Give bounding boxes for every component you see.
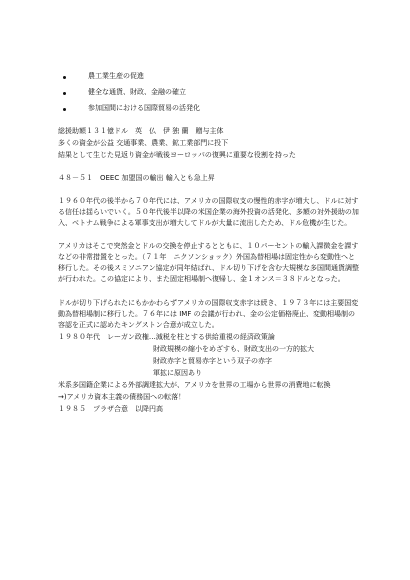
bullet-marker <box>63 92 66 95</box>
closing-line: →)アメリカ資本主義の債務国への転落！ <box>58 393 186 401</box>
oeec-line: ４８－５１ OEEC 加盟国の輸出 輸入とも急上昇 <box>58 174 215 182</box>
reagan-item: 財政規模の縮小をめざすも、財政支出の一方的拡大 <box>153 345 314 353</box>
nixon-shock-paragraph: アメリカはそこで突然金とドルの交換を停止するとともに、１０パーセントの輸入課徴金を課すなどの非常措置をとった。（７１年 ニクソンショック）外国為替相場は固定性から変動性へと移行した。その後スミソニアン協定が同年結ばれ、ドル切り下げを含む大規模な多国間通貨調整が行われた。この協定により、また固定相場制へ復帰し、金１オンス＝３８ドルとなった。 <box>58 242 359 283</box>
aid-total-line: 総援助額１３１億ドル 英 仏 伊 独 蘭 贈与主体 <box>58 127 224 135</box>
bullet-item: 参加国間における国際貿易の活発化 <box>88 104 200 112</box>
dollar-crisis-paragraph: １９６０年代の後半から７０年代には、アメリカの国際収支の慢性的赤字が増大し、ドルに対する信任は揺らいでいく。５０年代後半以降の米国企業の海外投資の活発化、多額の対外援助の加入、ベトナム戦争による軍事支出が増大してドルが大量に流出したため、ドル危機が生じた。 <box>58 197 359 227</box>
floating-rate-paragraph: ドルが切り下げられたにもかかわらずアメリカの国際収支赤字は続き、１９７３年には主要国変動為替相場制に移行した。７６年には IMF の会議が行われ、金の公定価格廃止、変動相場制の容認を正式に認めたキングストン合意が成立した。 <box>58 299 359 329</box>
bullet-item: 健全な通貨、財政、金融の確立 <box>88 88 186 96</box>
reagan-line: １９８０年代 レーガン政権…減税を柱とする供給重視の経済政策論 <box>58 333 275 341</box>
bullet-marker <box>63 76 66 79</box>
plaza-accord-line: １９８５ プラザ合意 以降円高 <box>58 405 163 413</box>
bullet-marker <box>63 108 66 111</box>
aid-result-line: 結果として生じた見返り資金が戦後ヨーロッパの復興に重要な役割を持った <box>58 151 296 159</box>
closing-line: 米系多国籍企業による外部調達拡大が、アメリカを世界の工場から世界の消費地に転換 <box>58 381 331 389</box>
reagan-item: 財政赤字と貿易赤字という双子の赤字 <box>153 357 272 365</box>
aid-allocation-line: 多くの資金が公益 交通事業、農業、鉱工業部門に投下 <box>58 139 229 147</box>
reagan-item: 軍拡に原因あり <box>153 369 202 377</box>
bullet-item: 農工業生産の促進 <box>88 72 144 80</box>
